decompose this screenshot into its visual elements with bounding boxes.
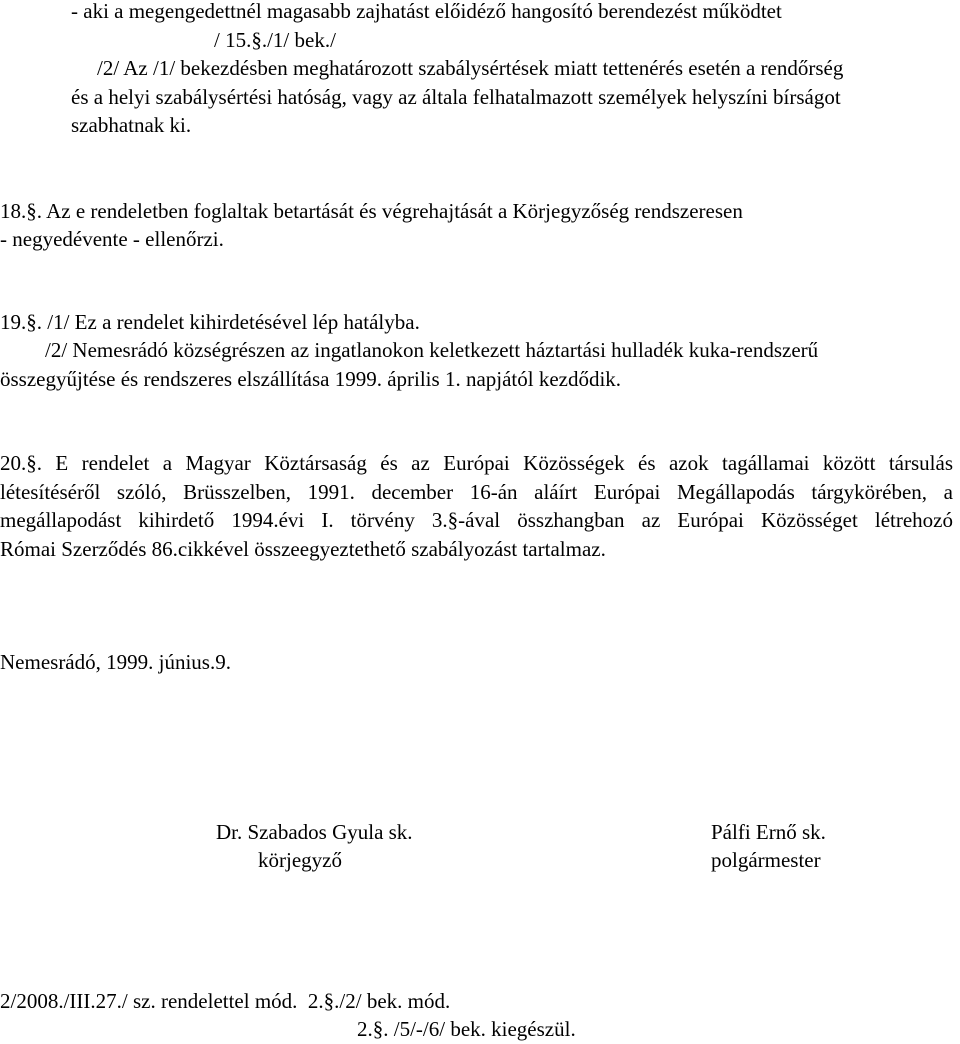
place-date: Nemesrádó, 1999. június.9. bbox=[0, 650, 231, 674]
section-20-text: létesítéséről szóló, Brüsszelben, 1991. december 16-án aláírt Európai Megállapodás tárgykörében, a bbox=[0, 480, 953, 504]
section-20-text: megállapodást kihirdető 1994.évi I. törvény 3.§-ával összhangban az Európai Közösséget létrehozó bbox=[0, 508, 953, 532]
amendment-note: 2/2008./III.27./ sz. rendelettel mód. 2.§./2/ bek. mód. bbox=[0, 989, 451, 1013]
body-text-line: és a helyi szabálysértési hatóság, vagy az általa felhatalmazott személyek helyszíni bírságot bbox=[71, 85, 841, 109]
amendment-note: 2.§. /5/-/6/ bek. kiegészül. bbox=[357, 1017, 576, 1041]
section-18-text: 18.§. Az e rendeletben foglaltak betartását és végrehajtását a Körjegyzőség rendszeresen bbox=[0, 199, 743, 223]
signature-name-mayor: Pálfi Ernő sk. bbox=[711, 820, 826, 844]
signature-title-mayor: polgármester bbox=[711, 848, 821, 872]
body-text-line: - aki a megengedettnél magasabb zajhatást előidéző hangosító berendezést működtet bbox=[71, 0, 782, 23]
body-text-line: /2/ Az /1/ bekezdésben meghatározott szabálysértések miatt tettenérés esetén a rendőrség bbox=[97, 56, 844, 80]
section-18-text: - negyedévente - ellenőrzi. bbox=[0, 227, 224, 251]
section-20-text: 20.§. E rendelet a Magyar Köztársaság és az Európai Közösségek és azok tagállamai között társulás bbox=[0, 451, 953, 475]
body-text-line: / 15.§./1/ bek./ bbox=[214, 28, 336, 52]
section-19-text: összegyűjtése és rendszeres elszállítása 1999. április 1. napjától kezdődik. bbox=[0, 367, 622, 391]
signature-name-notary: Dr. Szabados Gyula sk. bbox=[216, 820, 413, 844]
section-19-text: 19.§. /1/ Ez a rendelet kihirdetésével lép hatályba. bbox=[0, 310, 420, 334]
signature-title-notary: körjegyző bbox=[258, 848, 342, 872]
section-20-text: Római Szerződés 86.cikkével összeegyeztethető szabályozást tartalmaz. bbox=[0, 537, 606, 561]
section-19-text: /2/ Nemesrádó községrészen az ingatlanokon keletkezett háztartási hulladék kuka-rendszerű bbox=[45, 338, 819, 362]
body-text-line: szabhatnak ki. bbox=[71, 113, 192, 137]
